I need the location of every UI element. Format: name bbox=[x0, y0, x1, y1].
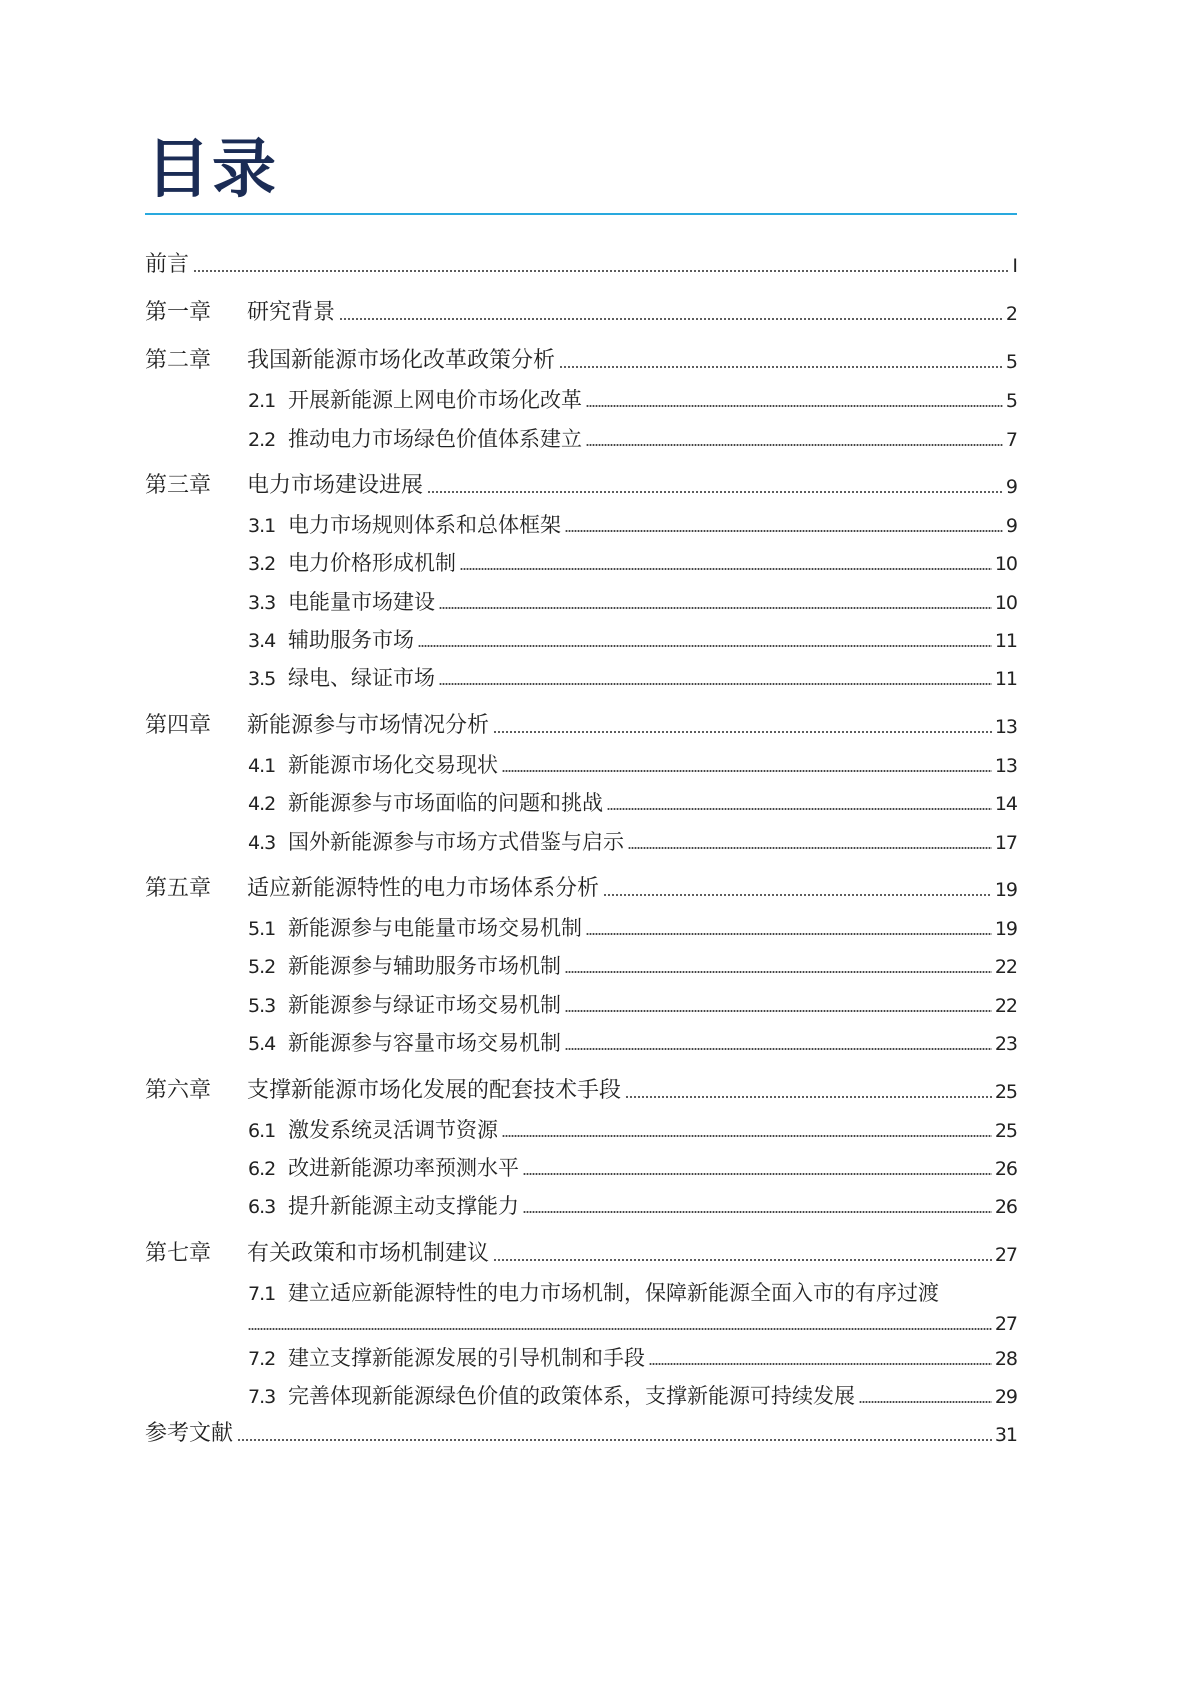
toc-section-entry[interactable] bbox=[248, 820, 1017, 854]
entry-title: 新能源参与市场面临的问题和挑战 bbox=[288, 790, 603, 815]
page-number: 25 bbox=[994, 1081, 1017, 1104]
toc-section-entry[interactable] bbox=[248, 417, 1017, 451]
toc-section-entry[interactable] bbox=[248, 1336, 1017, 1370]
entry-title: 新能源市场化交易现状 bbox=[288, 752, 498, 777]
section-number: 6.1 bbox=[248, 1120, 276, 1143]
dot-leader bbox=[193, 270, 1009, 272]
page-number: 19 bbox=[994, 879, 1017, 902]
toc-chapter-entry[interactable] bbox=[145, 1069, 1017, 1103]
page-number: 27 bbox=[994, 1244, 1017, 1267]
page-number: 9 bbox=[1005, 476, 1017, 499]
page-number: 26 bbox=[994, 1158, 1017, 1181]
dot-leader bbox=[523, 1173, 992, 1175]
dot-leader bbox=[418, 645, 992, 647]
entry-title: 适应新能源特性的电力市场体系分析 bbox=[247, 875, 600, 901]
page-number: 29 bbox=[994, 1386, 1017, 1409]
entry-title: 新能源参与辅助服务市场机制 bbox=[288, 953, 561, 978]
page-number: 25 bbox=[994, 1120, 1017, 1143]
section-number: 3.5 bbox=[248, 668, 276, 691]
page-number: 5 bbox=[1005, 390, 1017, 413]
chapter-label: 第二章 bbox=[145, 347, 212, 373]
dot-leader bbox=[628, 847, 992, 849]
page-number: 11 bbox=[994, 630, 1017, 653]
entry-title: 改进新能源功率预测水平 bbox=[288, 1155, 519, 1180]
entry-title: 研究背景 bbox=[247, 299, 336, 325]
section-number: 5.3 bbox=[248, 995, 276, 1018]
toc-entry[interactable] bbox=[145, 1412, 1017, 1446]
section-number: 6.3 bbox=[248, 1196, 276, 1219]
entry-title: 建立适应新能源特性的电力市场机制，保障新能源全面入市的有序过渡 bbox=[288, 1280, 939, 1305]
dot-leader bbox=[460, 568, 992, 570]
dot-leader bbox=[586, 444, 1003, 446]
section-number: 5.1 bbox=[248, 918, 276, 941]
entry-title: 新能源参与市场情况分析 bbox=[247, 712, 490, 738]
dot-leader bbox=[859, 1401, 992, 1403]
entry-title: 电力价格形成机制 bbox=[288, 550, 456, 575]
page-number: 2 bbox=[1005, 303, 1017, 326]
toc-chapter-entry[interactable] bbox=[145, 291, 1017, 325]
entry-title: 电力市场建设进展 bbox=[247, 472, 424, 498]
dot-leader bbox=[607, 808, 992, 810]
toc-chapter-entry[interactable] bbox=[145, 704, 1017, 738]
page-number: 19 bbox=[994, 918, 1017, 941]
toc-section-entry[interactable] bbox=[248, 1021, 1017, 1055]
entry-title: 推动电力市场绿色价值体系建立 bbox=[288, 426, 582, 451]
dot-leader bbox=[565, 1010, 992, 1012]
entry-title: 国外新能源参与市场方式借鉴与启示 bbox=[288, 829, 624, 854]
entry-title: 建立支撑新能源发展的引导机制和手段 bbox=[288, 1345, 645, 1370]
page-number: 13 bbox=[994, 716, 1017, 739]
dot-leader bbox=[586, 933, 992, 935]
page-number: 14 bbox=[994, 793, 1017, 816]
dot-leader bbox=[586, 405, 1003, 407]
section-number: 5.2 bbox=[248, 956, 276, 979]
toc-section-entry[interactable] bbox=[248, 618, 1017, 652]
dot-leader bbox=[565, 530, 1003, 532]
entry-title: 有关政策和市场机制建议 bbox=[247, 1240, 490, 1266]
toc-section-entry[interactable] bbox=[248, 983, 1017, 1017]
section-number: 3.3 bbox=[248, 592, 276, 615]
dot-leader bbox=[523, 1211, 992, 1213]
entry-title: 新能源参与绿证市场交易机制 bbox=[288, 992, 561, 1017]
dot-leader bbox=[603, 894, 992, 896]
dot-leader bbox=[427, 491, 1003, 493]
entry-title: 绿电、绿证市场 bbox=[288, 665, 435, 690]
dot-leader bbox=[565, 1048, 992, 1050]
section-number: 4.1 bbox=[248, 755, 276, 778]
title-rule bbox=[145, 213, 1017, 215]
entry-title: 支撑新能源市场化发展的配套技术手段 bbox=[247, 1077, 622, 1103]
dot-leader bbox=[493, 1259, 992, 1261]
page-number: 22 bbox=[994, 995, 1017, 1018]
toc-section-entry[interactable] bbox=[248, 1271, 1017, 1335]
dot-leader bbox=[439, 683, 992, 685]
entry-title: 参考文献 bbox=[145, 1420, 234, 1446]
toc-chapter-entry[interactable] bbox=[145, 867, 1017, 901]
toc-chapter-entry[interactable] bbox=[145, 339, 1017, 373]
section-number: 3.2 bbox=[248, 553, 276, 576]
toc-section-entry[interactable] bbox=[248, 378, 1017, 412]
dot-leader bbox=[559, 366, 1003, 368]
entry-title: 辅助服务市场 bbox=[288, 627, 414, 652]
page-number: 11 bbox=[994, 668, 1017, 691]
section-number: 3.4 bbox=[248, 630, 276, 653]
dot-leader bbox=[439, 607, 992, 609]
toc-section-entry[interactable] bbox=[248, 580, 1017, 614]
entry-title: 提升新能源主动支撑能力 bbox=[288, 1193, 519, 1218]
page-number: 31 bbox=[994, 1424, 1017, 1447]
toc-section-entry[interactable] bbox=[248, 656, 1017, 690]
entry-title: 前言 bbox=[145, 251, 190, 277]
entry-title: 激发系统灵活调节资源 bbox=[288, 1117, 498, 1142]
page-number: 23 bbox=[994, 1033, 1017, 1056]
section-number: 7.2 bbox=[248, 1348, 276, 1371]
section-number: 6.2 bbox=[248, 1158, 276, 1181]
toc-section-entry[interactable] bbox=[248, 906, 1017, 940]
page-number: 22 bbox=[994, 956, 1017, 979]
entry-title: 我国新能源市场化改革政策分析 bbox=[247, 347, 556, 373]
toc-section-entry[interactable] bbox=[248, 743, 1017, 777]
toc-section-entry[interactable] bbox=[248, 1146, 1017, 1180]
section-number: 5.4 bbox=[248, 1033, 276, 1056]
page-number: 17 bbox=[994, 832, 1017, 855]
toc-section-entry[interactable] bbox=[248, 1374, 1017, 1408]
dot-leader bbox=[339, 318, 1003, 320]
chapter-label: 第四章 bbox=[145, 712, 212, 738]
toc-chapter-entry[interactable] bbox=[145, 464, 1017, 498]
chapter-label: 第三章 bbox=[145, 472, 212, 498]
entry-title: 电能量市场建设 bbox=[288, 589, 435, 614]
dot-leader bbox=[502, 1135, 992, 1137]
dot-leader bbox=[625, 1096, 992, 1098]
dot-leader bbox=[237, 1439, 992, 1441]
page-number: 10 bbox=[994, 592, 1017, 615]
toc-chapter-entry[interactable] bbox=[145, 1232, 1017, 1266]
page-number: 28 bbox=[994, 1348, 1017, 1371]
dot-leader bbox=[248, 1328, 992, 1330]
dot-leader bbox=[493, 731, 992, 733]
toc-section-entry[interactable] bbox=[248, 1108, 1017, 1142]
page-number: 27 bbox=[994, 1313, 1017, 1336]
section-number: 4.2 bbox=[248, 793, 276, 816]
dot-leader bbox=[565, 971, 992, 973]
section-number: 4.3 bbox=[248, 832, 276, 855]
section-number: 2.1 bbox=[248, 390, 276, 413]
entry-title: 开展新能源上网电价市场化改革 bbox=[288, 387, 582, 412]
page-number: 26 bbox=[994, 1196, 1017, 1219]
toc-section-entry[interactable] bbox=[248, 503, 1017, 537]
section-number: 7.1 bbox=[248, 1283, 276, 1306]
toc-section-entry[interactable] bbox=[248, 944, 1017, 978]
entry-title: 完善体现新能源绿色价值的政策体系，支撑新能源可持续发展 bbox=[288, 1383, 855, 1408]
page-number: I bbox=[1012, 255, 1017, 278]
dot-leader bbox=[502, 770, 992, 772]
page-number: 10 bbox=[994, 553, 1017, 576]
chapter-label: 第五章 bbox=[145, 875, 212, 901]
entry-title: 新能源参与容量市场交易机制 bbox=[288, 1030, 561, 1055]
page-number: 13 bbox=[994, 755, 1017, 778]
page-title: 目录 bbox=[146, 133, 278, 207]
toc-section-entry[interactable] bbox=[248, 781, 1017, 815]
page-number: 7 bbox=[1005, 429, 1017, 452]
chapter-label: 第六章 bbox=[145, 1077, 212, 1103]
entry-title: 电力市场规则体系和总体框架 bbox=[288, 512, 561, 537]
dot-leader bbox=[649, 1363, 992, 1365]
toc-section-entry[interactable] bbox=[248, 541, 1017, 575]
section-number: 3.1 bbox=[248, 515, 276, 538]
section-number: 2.2 bbox=[248, 429, 276, 452]
section-number: 7.3 bbox=[248, 1386, 276, 1409]
toc-entry[interactable] bbox=[145, 243, 1017, 277]
chapter-label: 第一章 bbox=[145, 299, 212, 325]
entry-title: 新能源参与电能量市场交易机制 bbox=[288, 915, 582, 940]
page-number: 9 bbox=[1005, 515, 1017, 538]
chapter-label: 第七章 bbox=[145, 1240, 212, 1266]
page-number: 5 bbox=[1005, 351, 1017, 374]
toc-section-entry[interactable] bbox=[248, 1184, 1017, 1218]
